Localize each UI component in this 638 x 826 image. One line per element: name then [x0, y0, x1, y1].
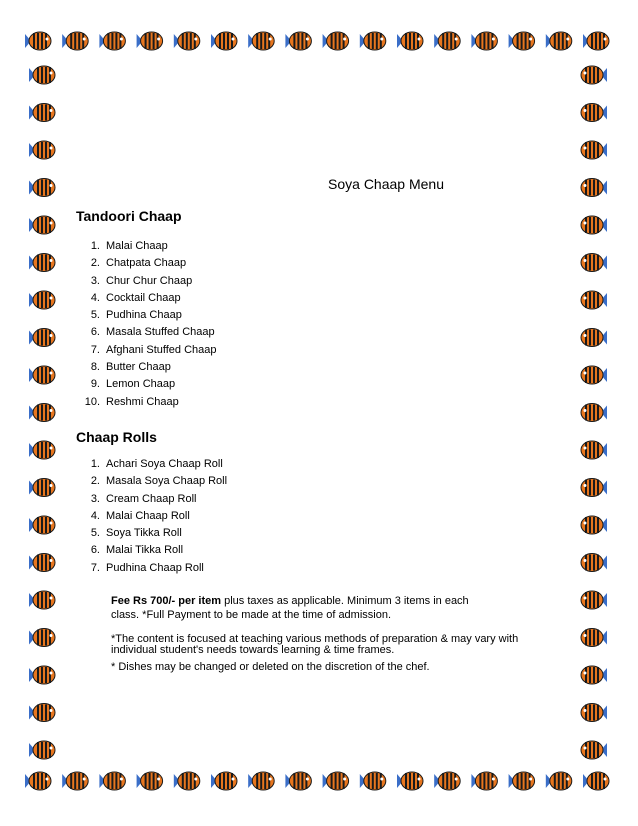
page-title: Soya Chaap Menu [328, 176, 444, 192]
list-item: 3. Chur Chur Chaap [90, 274, 193, 287]
angelfish-icon [581, 329, 607, 347]
angelfish-icon [29, 479, 55, 497]
angelfish-icon [581, 254, 607, 272]
angelfish-icon [137, 32, 163, 50]
angelfish-icon [581, 441, 607, 459]
angelfish-icon [99, 32, 125, 50]
section-heading-tandoori: Tandoori Chaap [76, 208, 182, 224]
angelfish-icon [248, 32, 274, 50]
angelfish-icon [62, 32, 88, 50]
angelfish-icon [509, 32, 535, 50]
angelfish-icon [581, 479, 607, 497]
list-item: 4. Malai Chaap Roll [90, 509, 190, 522]
angelfish-icon [323, 772, 349, 790]
angelfish-icon [581, 666, 607, 684]
fee-amount: Fee Rs 700/- per item [111, 595, 222, 607]
tandoori-list [76, 238, 217, 411]
angelfish-icon [509, 772, 535, 790]
list-item: 1. Achari Soya Chaap Roll [90, 458, 223, 470]
angelfish-icon [546, 772, 572, 790]
angelfish-icon [583, 772, 609, 790]
rolls-list [76, 456, 227, 577]
angelfish-icon [29, 329, 55, 347]
angelfish-icon [581, 516, 607, 534]
angelfish-icon [581, 216, 607, 234]
list-item: 2. Masala Soya Chaap Roll [90, 475, 228, 488]
angelfish-icon [581, 404, 607, 422]
angelfish-icon [29, 291, 55, 309]
list-item: 1. Malai Chaap [90, 240, 168, 252]
angelfish-icon [174, 772, 200, 790]
list-item: 10. Reshmi Chaap [84, 395, 179, 408]
angelfish-icon [137, 772, 163, 790]
angelfish-icon [29, 554, 55, 572]
angelfish-icon [29, 741, 55, 759]
list-item: 6. Malai Tikka Roll [90, 544, 184, 557]
angelfish-icon [25, 32, 51, 50]
angelfish-icon [581, 704, 607, 722]
angelfish-icon [581, 629, 607, 647]
angelfish-icon [583, 32, 609, 50]
angelfish-icon [25, 772, 51, 790]
angelfish-icon [434, 32, 460, 50]
angelfish-icon [29, 66, 55, 84]
section-heading-rolls: Chaap Rolls [76, 429, 157, 445]
content-note-line2: individual student's needs towards learning & time frames. [111, 644, 395, 656]
angelfish-icon [397, 32, 423, 50]
angelfish-icon [211, 772, 237, 790]
angelfish-icon [29, 104, 55, 122]
angelfish-icon [581, 366, 607, 384]
angelfish-icon [29, 666, 55, 684]
angelfish-icon [581, 741, 607, 759]
angelfish-icon [471, 772, 497, 790]
angelfish-icon [285, 32, 311, 50]
angelfish-icon [248, 772, 274, 790]
fee-text-line2: class. *Full Payment to be made at the time of admission. [111, 609, 392, 621]
angelfish-icon [29, 366, 55, 384]
fee-text: plus taxes as applicable. Minimum 3 items in each [221, 595, 469, 607]
list-item: 9. Lemon Chaap [90, 378, 176, 391]
dishes-note: * Dishes may be changed or deleted on the discretion of the chef. [111, 661, 430, 673]
list-item: 3. Cream Chaap Roll [90, 492, 197, 505]
list-item: 6. Masala Stuffed Chaap [90, 326, 215, 339]
angelfish-icon [581, 554, 607, 572]
angelfish-icon [581, 591, 607, 609]
angelfish-icon [62, 772, 88, 790]
list-item: 4. Cocktail Chaap [90, 291, 181, 304]
list-item: 7. Afghani Stuffed Chaap [90, 343, 217, 356]
angelfish-icon [323, 32, 349, 50]
angelfish-icon [29, 179, 55, 197]
angelfish-icon [29, 591, 55, 609]
angelfish-icon [434, 772, 460, 790]
content-note [111, 634, 571, 656]
angelfish-icon [29, 516, 55, 534]
angelfish-icon [581, 291, 607, 309]
angelfish-icon [29, 441, 55, 459]
list-item: 2. Chatpata Chaap [90, 257, 187, 270]
angelfish-icon [581, 141, 607, 159]
angelfish-icon [29, 254, 55, 272]
fee-note [111, 594, 571, 622]
list-item: 5. Pudhina Chaap [90, 309, 182, 322]
angelfish-icon [29, 404, 55, 422]
angelfish-icon [546, 32, 572, 50]
angelfish-icon [29, 216, 55, 234]
angelfish-icon [581, 104, 607, 122]
angelfish-icon [29, 629, 55, 647]
angelfish-icon [397, 772, 423, 790]
angelfish-icon [99, 772, 125, 790]
notes-block [111, 594, 571, 674]
angelfish-icon [471, 32, 497, 50]
content-note-line1: *The content is focused at teaching various methods of preparation & may vary with [111, 633, 519, 645]
angelfish-icon [581, 179, 607, 197]
list-item: 5. Soya Tikka Roll [90, 527, 182, 540]
angelfish-icon [211, 32, 237, 50]
angelfish-icon [360, 772, 386, 790]
angelfish-icon [29, 141, 55, 159]
list-item: 7. Pudhina Chaap Roll [90, 561, 204, 574]
list-item: 8. Butter Chaap [90, 361, 171, 374]
angelfish-icon [360, 32, 386, 50]
angelfish-icon [174, 32, 200, 50]
angelfish-icon [285, 772, 311, 790]
angelfish-icon [581, 66, 607, 84]
angelfish-icon [29, 704, 55, 722]
